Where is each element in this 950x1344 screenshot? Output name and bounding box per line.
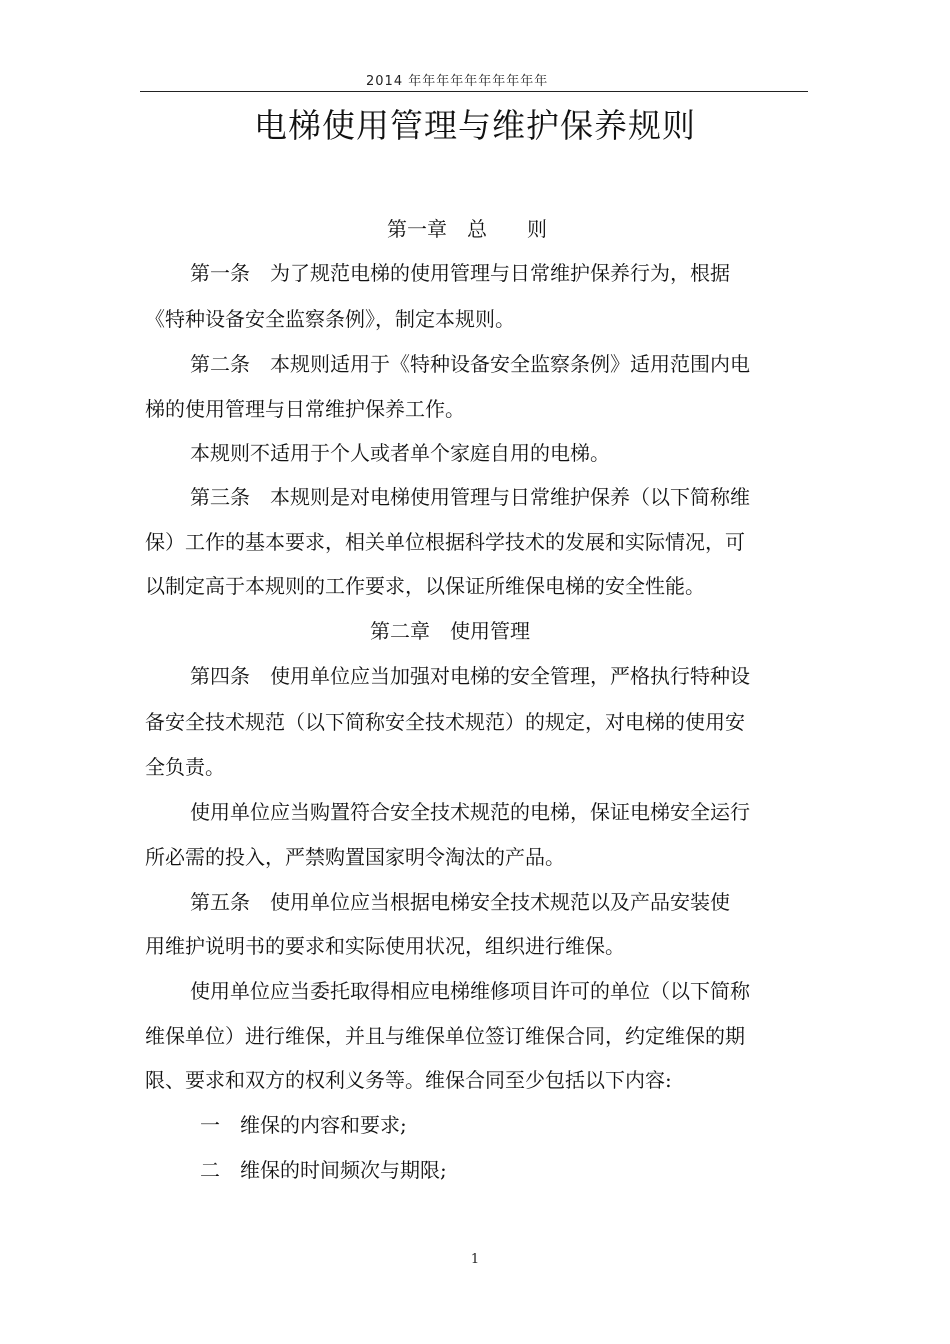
list-item: 二 维保的时间频次与期限; — [200, 1158, 447, 1182]
page-number: 1 — [470, 1252, 480, 1267]
paragraph-line: 第二条 本规则适用于《特种设备安全监察条例》适用范围内电 — [190, 352, 750, 376]
chapter-heading: 第二章 使用管理 — [370, 619, 530, 643]
paragraph-line: 第五条 使用单位应当根据电梯安全技术规范以及产品安装使 — [190, 890, 730, 914]
paragraph-line: 用维护说明书的要求和实际使用状况，组织进行维保。 — [145, 934, 625, 958]
header-divider — [140, 91, 808, 92]
paragraph-line: 梯的使用管理与日常维护保养工作。 — [145, 397, 465, 421]
document-title: 电梯使用管理与维护保养规则 — [254, 106, 696, 145]
paragraph-line: 第三条 本规则是对电梯使用管理与日常维护保养（以下简称维 — [190, 485, 750, 509]
paragraph-line: 本规则不适用于个人或者单个家庭自用的电梯。 — [190, 441, 610, 465]
paragraph-line: 限、要求和双方的权利义务等。维保合同至少包括以下内容: — [145, 1068, 672, 1092]
list-item: 一 维保的内容和要求; — [200, 1113, 407, 1137]
paragraph-line: 所必需的投入，严禁购置国家明令淘汰的产品。 — [145, 845, 565, 869]
paragraph-line: 第一条 为了规范电梯的使用管理与日常维护保养行为，根据 — [190, 261, 730, 285]
paragraph-line: 保）工作的基本要求，相关单位根据科学技术的发展和实际情况，可 — [145, 530, 745, 554]
paragraph-line: 维保单位）进行维保，并且与维保单位签订维保合同，约定维保的期 — [145, 1024, 745, 1048]
paragraph-line: 第四条 使用单位应当加强对电梯的安全管理，严格执行特种设 — [190, 664, 750, 688]
paragraph-line: 《特种设备安全监察条例》，制定本规则。 — [145, 307, 515, 331]
running-header: 2014 年年年年年年年年年年 — [366, 74, 549, 89]
paragraph-line: 使用单位应当委托取得相应电梯维修项目许可的单位（以下简称 — [190, 979, 750, 1003]
paragraph-line: 使用单位应当购置符合安全技术规范的电梯，保证电梯安全运行 — [190, 800, 750, 824]
paragraph-line: 以制定高于本规则的工作要求，以保证所维保电梯的安全性能。 — [145, 574, 705, 598]
paragraph-line: 备安全技术规范（以下简称安全技术规范）的规定，对电梯的使用安 — [145, 710, 745, 734]
chapter-heading: 第一章 总 则 — [387, 217, 547, 241]
paragraph-line: 全负责。 — [145, 755, 225, 779]
